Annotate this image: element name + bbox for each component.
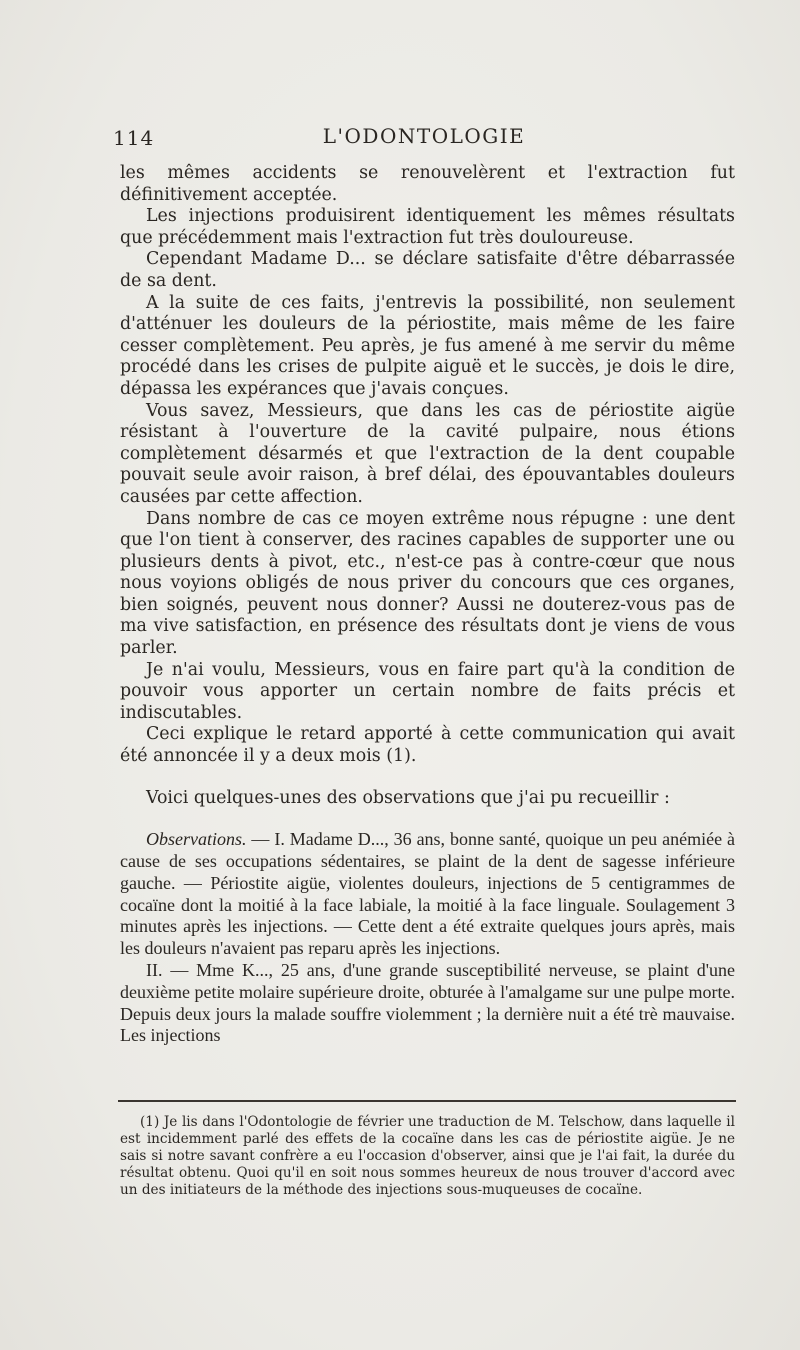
paragraph-4: A la suite de ces faits, j'entrevis la possibilité, non seulement d'atténuer les douleurs de la périostite, mais même de les faire cesser complètement. Peu après, je fus amené à me servir du même procédé dans les crises de pulpite aiguë et le succès, je dois le dire, dépassa les expérances que j'avais conçues. (120, 292, 735, 399)
page-header (113, 122, 735, 152)
footnote-text: (1) Je lis dans l'Odontologie de février une traduction de M. Telschow, dans laquelle il est incidemment parlé des effets de la cocaïne dans les cas de périostite aigüe. Je ne sais si notre savant confrère a eu l'occasion d'observer, ainsi que je l'ai fait, la durée du résultat obtenu. Quoi qu'il en soit nous sommes heureux de nous trouver d'accord avec un des initiateurs de la méthode des injections sous-muqueuses de cocaïne. (120, 1114, 735, 1198)
footnote-divider (118, 1100, 736, 1102)
paragraph-9: Voici quelques-unes des observations que j'ai pu recueillir : (146, 787, 670, 808)
paragraph-8: Ceci explique le retard apporté à cette communication qui avait été annoncée il y a deux mois (1). (120, 724, 735, 767)
observations-heading: Observations. (146, 829, 247, 850)
running-title: L'ODONTOLOGIE (322, 124, 526, 148)
observation-1 (120, 829, 735, 960)
paragraph-6: Dans nombre de cas ce moyen extrême nous répugne : une dent que l'on tient à conserver, des racines capables de supporter une ou plusieurs dents à pivot, etc., n'est-ce pas à contre-cœur que nous nous voyions obligés de nous priver du concours que ces organes, bien soignés, peuvent nous donner? Aussi ne douterez-vous pas de ma vive satisfaction, en présence des résultats dont je viens de vous parler. (120, 508, 735, 659)
paragraph-spacer (120, 768, 735, 788)
footnote (120, 1114, 735, 1199)
paragraph-3: Cependant Madame D... se déclare satisfaite d'être débarrassée de sa dent. (120, 249, 735, 291)
paragraph-5: Vous savez, Messieurs, que dans les cas de périostite aigüe résistant à l'ouverture de la cavité pulpaire, nous étions complètement désarmés et que l'extraction de la dent coupable pouvait seule avoir raison, à bref délai, des épouvantables douleurs causées par cette affection. (120, 400, 735, 507)
paragraph-1: les mêmes accidents se renouvelèrent et l'extraction fut définitivement acceptée. (120, 163, 735, 205)
paragraph-7: Je n'ai voulu, Messieurs, vous en faire part qu'à la condition de pouvoir vous apporter un certain nombre de faits précis et indiscutables. (120, 659, 735, 723)
page-number: 114 (113, 126, 155, 150)
observation-1-text: — I. Madame D..., 36 ans, bonne santé, quoique un peu anémiée à cause de ses occupations sédentaires, se plaint de la dent de sagesse inférieure gauche. — Périostite aigüe, violentes douleurs, injections de 5 centigrammes de cocaïne dont la moitié à la face labiale, la moitié à la face linguale. Soulagement 3 minutes après les injections. — Cette dent a été extraite quelques jours après, mais les douleurs n'avaient pas reparu après les injections. (120, 829, 735, 959)
paragraph-2: Les injections produisirent identiquement les mêmes résultats que précédemment mais l'extraction fut très douloureuse. (120, 206, 735, 248)
body-text (120, 163, 735, 1047)
observation-2: II. — Mme K..., 25 ans, d'une grande susceptibilité nerveuse, se plaint d'une deuxième petite molaire supérieure droite, obturée à l'amalgame sur une pulpe morte. Depuis deux jours la malade souffre violemment ; la dernière nuit a été trè mauvaise. Les injections (120, 960, 735, 1046)
paragraph-spacer (120, 809, 735, 829)
